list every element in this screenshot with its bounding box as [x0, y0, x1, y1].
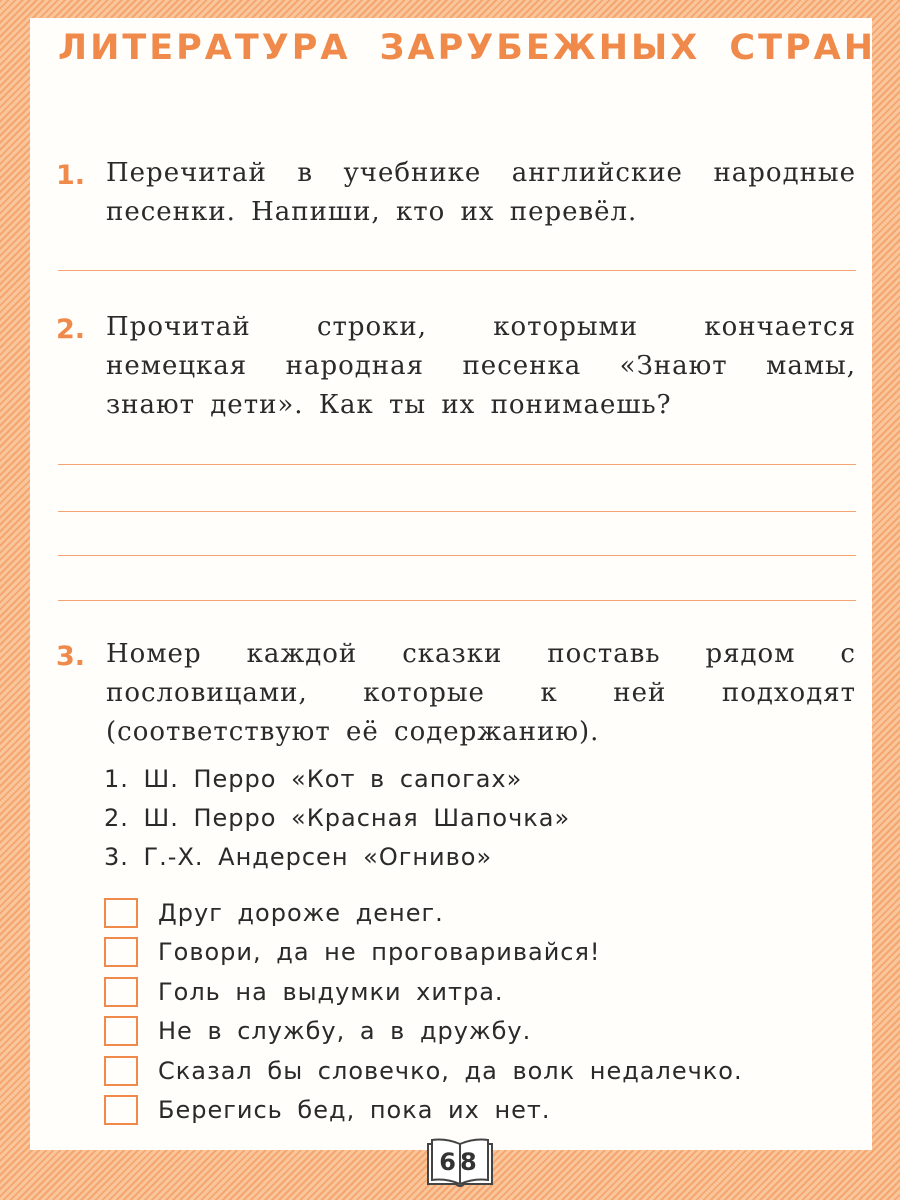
- question-text: Перечитай в учебнике английские народные песенки. Напиши, кто их перевёл.: [106, 158, 856, 227]
- proverb-item: [104, 1012, 743, 1052]
- proverb-text: Не в службу, а в дружбу.: [158, 1017, 532, 1046]
- tale-item: 1. Ш. Перро «Кот в сапогах»: [104, 765, 523, 793]
- tale-item: 2. Ш. Перро «Красная Шапочка»: [104, 804, 571, 832]
- proverb-text: Сказал бы словечко, да волк недалечко.: [158, 1056, 743, 1085]
- answer-checkbox[interactable]: [104, 937, 138, 967]
- proverb-text: Говори, да не проговаривайся!: [158, 938, 601, 967]
- answer-line[interactable]: [58, 511, 856, 512]
- answer-line[interactable]: [58, 555, 856, 556]
- answer-line[interactable]: [58, 600, 856, 601]
- answer-line[interactable]: [58, 270, 856, 271]
- page-title: ЛИТЕРАТУРА ЗАРУБЕЖНЫХ СТРАН: [58, 28, 877, 68]
- proverb-text: Друг дороже денег.: [158, 898, 444, 927]
- proverb-text: Берегись бед, пока их нет.: [158, 1096, 551, 1125]
- question-number: 1.: [56, 160, 86, 191]
- tales-list: [104, 765, 570, 882]
- question-text: Прочитай строки, которыми кончается немецкая народная песенка «Знают мамы, знают дети». Как ты их понимаешь?: [106, 312, 856, 420]
- answer-checkbox[interactable]: [104, 977, 138, 1007]
- tale-item: 3. Г.-Х. Андерсен «Огниво»: [104, 843, 493, 871]
- proverbs-list: [104, 893, 743, 1130]
- question-text: Номер каждой сказки поставь рядом с пословицами, которые к ней подходят (соответствуют её содержанию).: [106, 639, 856, 747]
- answer-checkbox[interactable]: [104, 1056, 138, 1086]
- answer-checkbox[interactable]: [104, 1095, 138, 1125]
- proverb-item: [104, 893, 743, 933]
- answer-line[interactable]: [58, 464, 856, 465]
- proverb-item: [104, 972, 743, 1012]
- question-number: 3.: [56, 641, 86, 672]
- proverb-text: Голь на выдумки хитра.: [158, 977, 504, 1006]
- proverb-item: [104, 1051, 743, 1091]
- proverb-item: [104, 933, 743, 973]
- page-number: 68: [439, 1148, 481, 1176]
- answer-checkbox[interactable]: [104, 898, 138, 928]
- answer-checkbox[interactable]: [104, 1016, 138, 1046]
- proverb-item: [104, 1091, 743, 1131]
- question-number: 2.: [56, 314, 86, 345]
